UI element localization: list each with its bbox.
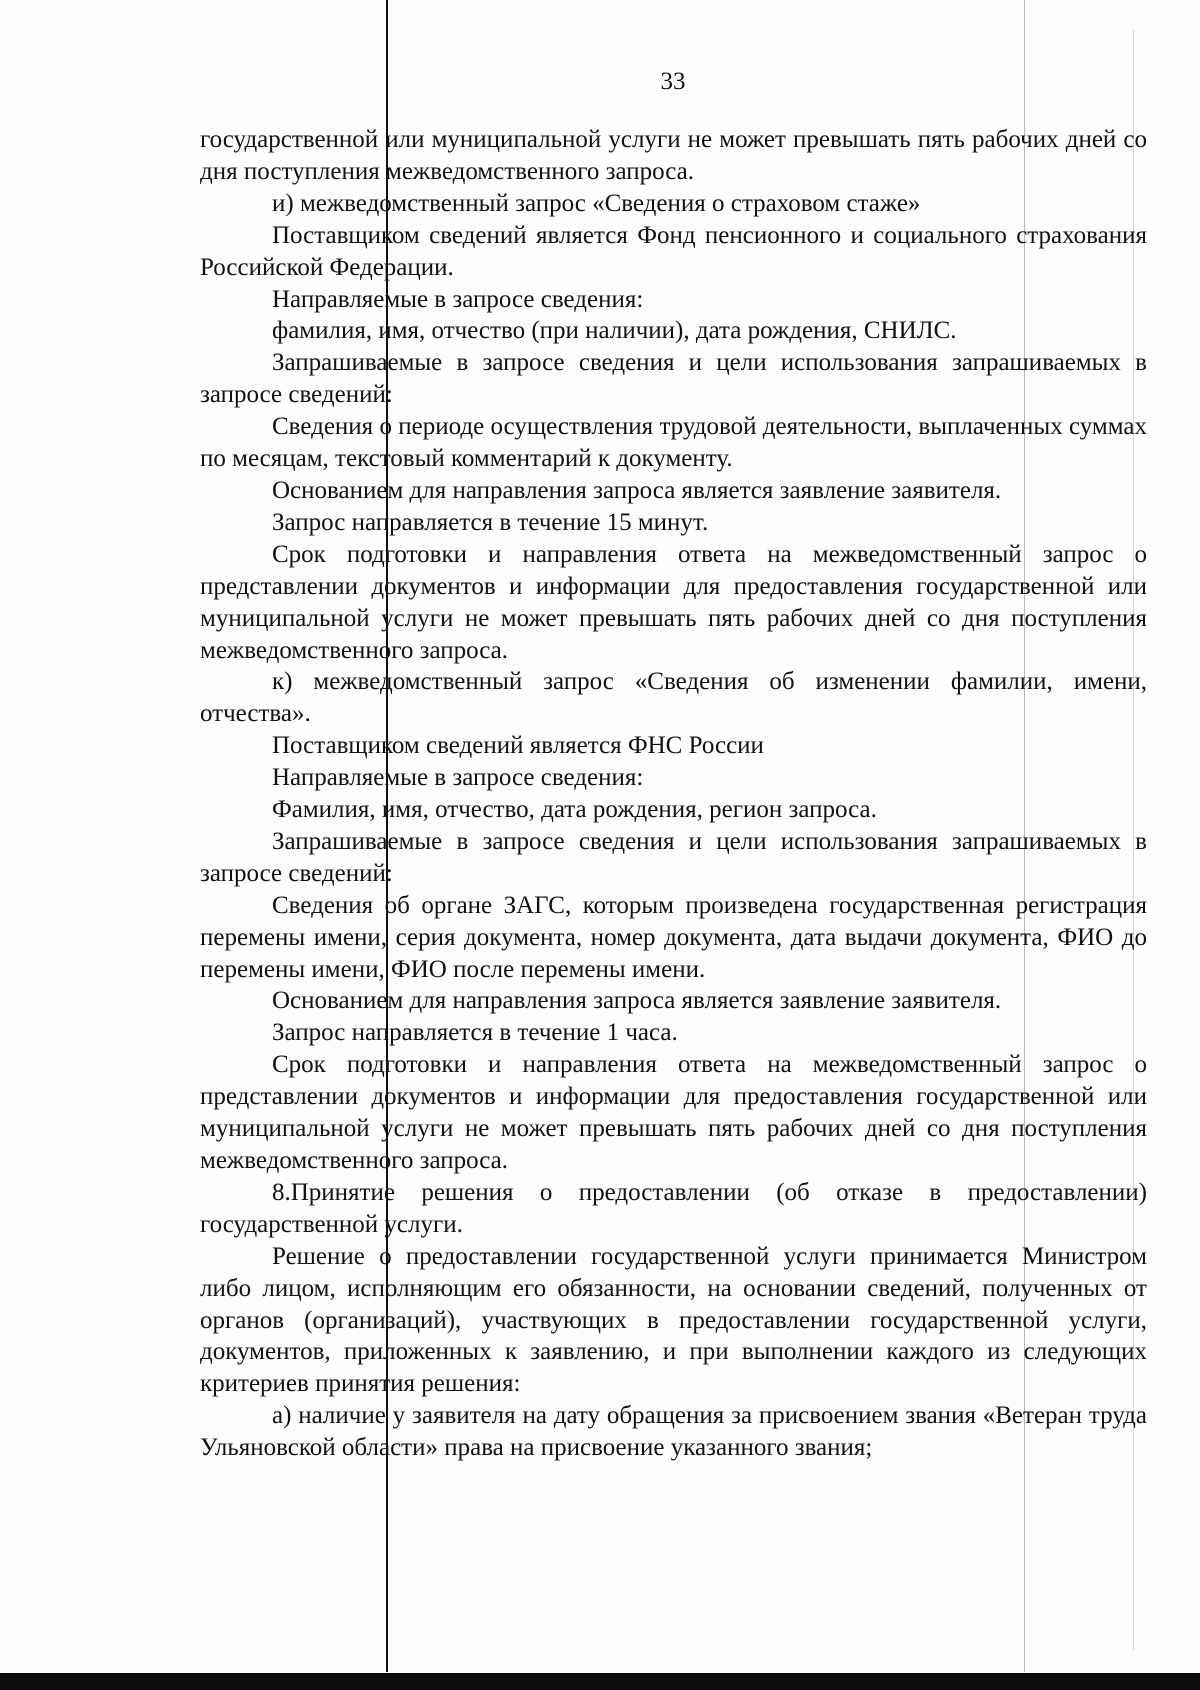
paragraph: Основанием для направления запроса является заявление заявителя. xyxy=(272,476,1002,504)
paragraph: и) межведомственный запрос «Сведения о страховом стаже» xyxy=(272,189,921,217)
paragraph: Запрашиваемые в запросе сведения и цели использования запрашиваемых в запросе сведений: xyxy=(200,827,1147,887)
paragraph: Срок подготовки и направления ответа на межведомственный запрос о представлении документов и информации для предоставления государственной или муниципальной услуги не может превышать пять рабочих дней со дня поступления межведомственного запроса. xyxy=(200,1051,1147,1174)
document-body xyxy=(200,124,1147,1464)
paragraph: Направляемые в запросе сведения: xyxy=(272,764,644,792)
page-number: 33 xyxy=(660,68,686,95)
paragraph: Срок подготовки и направления ответа на межведомственный запрос о представлении документов и информации для предоставления государственной или муниципальной услуги не может превышать пять рабочих дней со дня поступления межведомственного запроса. xyxy=(200,540,1147,664)
paragraph: к) межведомственный запрос «Сведения об изменении фамилии, имени, отчества». xyxy=(200,668,1147,728)
paragraph: Запрашиваемые в запросе сведения и цели использования запрашиваемых в запросе сведений: xyxy=(200,349,1147,409)
paragraph: 8.Принятие решения о предоставлении (об отказе в предоставлении) государственной услуги. xyxy=(200,1178,1147,1238)
paragraph: Фамилия, имя, отчество, дата рождения, регион запроса. xyxy=(272,796,877,824)
paragraph: государственной или муниципальной услуги не может превышать пять рабочих дней со дня поступления межведомственного запроса. xyxy=(200,126,1147,185)
scan-bottom-edge xyxy=(0,1673,1200,1690)
paragraph: Сведения о периоде осуществления трудовой деятельности, выплаченных суммах по месяцам, текстовый комментарий к документу. xyxy=(200,413,1147,473)
paragraph: Решение о предоставлении государственной услуги принимается Министром либо лицом, исполняющим его обязанности, на основании сведений, полученных от органов (организаций), участвующих в предоставлении государственной услуги, документов, приложенных к заявлению, и при выполнении каждого из следующих критериев принятия решения: xyxy=(200,1242,1147,1398)
paragraph: Основанием для направления запроса является заявление заявителя. xyxy=(272,987,1002,1015)
paragraph: Запрос направляется в течение 1 часа. xyxy=(272,1019,678,1047)
paragraph: Поставщиком сведений является ФНС России xyxy=(272,732,764,760)
paragraph: фамилия, имя, отчество (при наличии), дата рождения, СНИЛС. xyxy=(272,317,957,345)
paragraph: Направляемые в запросе сведения: xyxy=(272,285,644,313)
paragraph: Поставщиком сведений является Фонд пенсионного и социального страхования Российской Федерации. xyxy=(200,221,1147,281)
paragraph: Запрос направляется в течение 15 минут. xyxy=(272,508,709,536)
paragraph: а) наличие у заявителя на дату обращения за присвоением звания «Ветеран труда Ульяновской области» права на присвоение указанного звания; xyxy=(200,1402,1147,1462)
paragraph: Сведения об органе ЗАГС, которым произведена государственная регистрация перемены имени, серия документа, номер документа, дата выдачи документа, ФИО до перемены имени, ФИО после перемены имени. xyxy=(200,891,1147,983)
